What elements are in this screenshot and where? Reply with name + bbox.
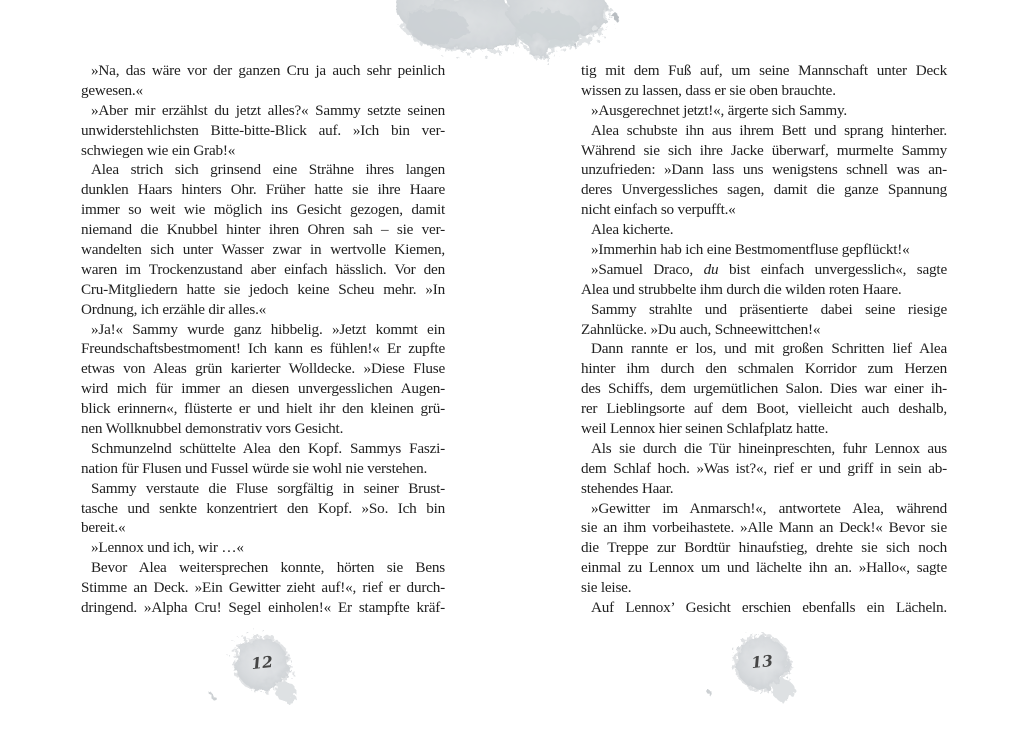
text-line: tig mit dem Fuß auf, um seine Mannschaft unter Deck (581, 62, 947, 79)
text-line: unwiderstehlichsten Bitte-bitte-Blick auf. »Ich bin ver- (81, 121, 445, 139)
text-line: nicht einfach so verpufft.« (581, 201, 736, 219)
text-line: »Ja!« Sammy wurde ganz hibbelig. »Jetzt kommt ein (91, 320, 445, 338)
text-line: nen Wollknubbel demonstrativ vors Gesicht. (81, 420, 344, 438)
text-line: waren im Trockenzustand aber einfach hässlich. Vor den (81, 260, 445, 278)
page-number: 13 (750, 650, 774, 673)
text-line: Freundschaftsbestmoment! Ich kann es fühlen!« Er zupfte (81, 340, 445, 358)
text-line: Stimme an Deck. »Ein Gewitter zieht auf!«, rief er durch- (81, 579, 445, 597)
text-line: nation für Flusen und Fussel würde sie wohl nie verstehen. (81, 459, 428, 477)
text-line: wandelten sich unter Wasser zwar in wertvolle Kiemen, (81, 241, 445, 259)
text-line: Bevor Alea weitersprechen konnte, hörten sie Bens (91, 559, 445, 577)
text-line: sie an ihm vorbeihastete. »Alle Mann an Deck!« Bevor sie (581, 519, 947, 537)
text-line: dem Schlaf hoch. »Was ist?«, rief er und griff in sein ab- (581, 459, 947, 477)
text-line: wird mich für immer an diesen unvergesslichen Augen- (81, 380, 445, 398)
text-line: einmal zu Lennox um und lächelte ihn an. »Hallo«, sagte (581, 559, 947, 577)
text-line: Cru-Mitgliedern hatte sie jedoch keine Scheu mehr. »In (81, 280, 445, 298)
text-line: unzufrieden: »Dann lass uns wenigstens schnell was an- (581, 161, 947, 179)
page-number: 12 (250, 651, 274, 674)
text-line: immer so weit wie möglich ins Gesicht gezogen, damit (81, 201, 445, 219)
text-line: »Lennox und ich, wir …« (91, 539, 244, 557)
text-line: Alea und strubbelte ihm durch die wilden roten Haare. (581, 280, 902, 298)
watercolor-blot-icon (388, 0, 638, 66)
text-column-left (81, 61, 445, 618)
text-line: Schmunzelnd schüttelte Alea den Kopf. Sammys Faszi- (91, 439, 445, 457)
text-line: sie leise. (581, 579, 632, 597)
text-line: Als sie durch die Tür hineinpreschten, fuhr Lennox aus (591, 439, 947, 457)
text-line: Alea schubste ihn aus ihrem Bett und sprang hinterher. (591, 121, 947, 139)
text-line: etwas von Aleas grün karierter Wolldecke. »Diese Fluse (81, 360, 445, 378)
page-number-ornament-right (702, 611, 822, 721)
text-line: wissen zu lassen, dass er sie oben brauchte. (581, 81, 836, 99)
text-line: weil Lennox hier seinen Schlafplatz hatte. (581, 420, 829, 438)
text-line: Während sie sich ihre Jacke überwarf, murmelte Sammy (581, 141, 947, 159)
text-line: »Gewitter im Anmarsch!«, antwortete Alea, während (591, 499, 947, 517)
text-line: niemand die Knubbel hinter ihren Ohren sah – sie ver- (81, 221, 445, 239)
text-line: Sammy verstaute die Fluse sorgfältig in seiner Brust- (91, 479, 445, 497)
text-line: des Schiffs, dem urgemütlichen Salon. Dies war einer ih- (581, 380, 947, 398)
text-line: Sammy strahlte und präsentierte dabei seine riesige (591, 300, 947, 318)
text-line: »Na, das wäre vor der ganzen Cru ja auch sehr peinlich (91, 62, 445, 79)
text-line: hinter ihm durch den schmalen Korridor zum Herzen (581, 360, 947, 378)
text-line: Dann rannte er los, und mit großen Schritten lief Alea (591, 340, 947, 358)
text-line: deres Unvergessliches sagen, damit die ganze Spannung (581, 181, 947, 199)
text-line: Ordnung, ich erzähle dir alles.« (81, 300, 267, 318)
text-line: Auf Lennox’ Gesicht erschien ebenfalls ein Lächeln. (591, 599, 947, 617)
page-number-ornament-left (202, 612, 322, 722)
text-line: Alea kicherte. (591, 221, 674, 239)
text-line: tasche und senkte konzentriert den Kopf. »So. Ich bin (81, 499, 445, 517)
text-column-right (581, 61, 947, 618)
text-line: »Aber mir erzählst du jetzt alles?« Sammy setzte seinen (91, 101, 445, 119)
text-line: »Immerhin hab ich eine Bestmomentfluse gepflückt!« (591, 241, 910, 259)
text-line: bereit.« (81, 519, 126, 537)
text-line: schwiegen wie ein Grab!« (81, 141, 236, 159)
text-line: dringend. »Alpha Cru! Segel einholen!« Er stampfte kräf- (81, 599, 445, 617)
text-line: »Samuel Draco, du bist einfach unvergesslich«, sagte (591, 260, 947, 278)
text-line: rer Lieblingsorte auf dem Boot, vielleicht auch deshalb, (581, 400, 947, 418)
text-line: die Treppe zur Bordtür hinaufstieg, drehte sie sich noch (581, 539, 947, 557)
text-line: »Ausgerechnet jetzt!«, ärgerte sich Sammy. (591, 101, 848, 119)
text-line: dunklen Haars hinters Ohr. Früher hatte sie ihre Haare (81, 181, 445, 199)
text-line: Alea strich sich grinsend eine Strähne ihres langen (91, 161, 445, 179)
text-line: stehendes Haar. (581, 479, 674, 497)
text-line: Zahnlücke. »Du auch, Schneewittchen!« (581, 320, 821, 338)
text-line: blick erinnern«, flüsterte er und hielt ihr den kleinen grü- (81, 400, 445, 418)
text-line: gewesen.« (81, 81, 143, 99)
